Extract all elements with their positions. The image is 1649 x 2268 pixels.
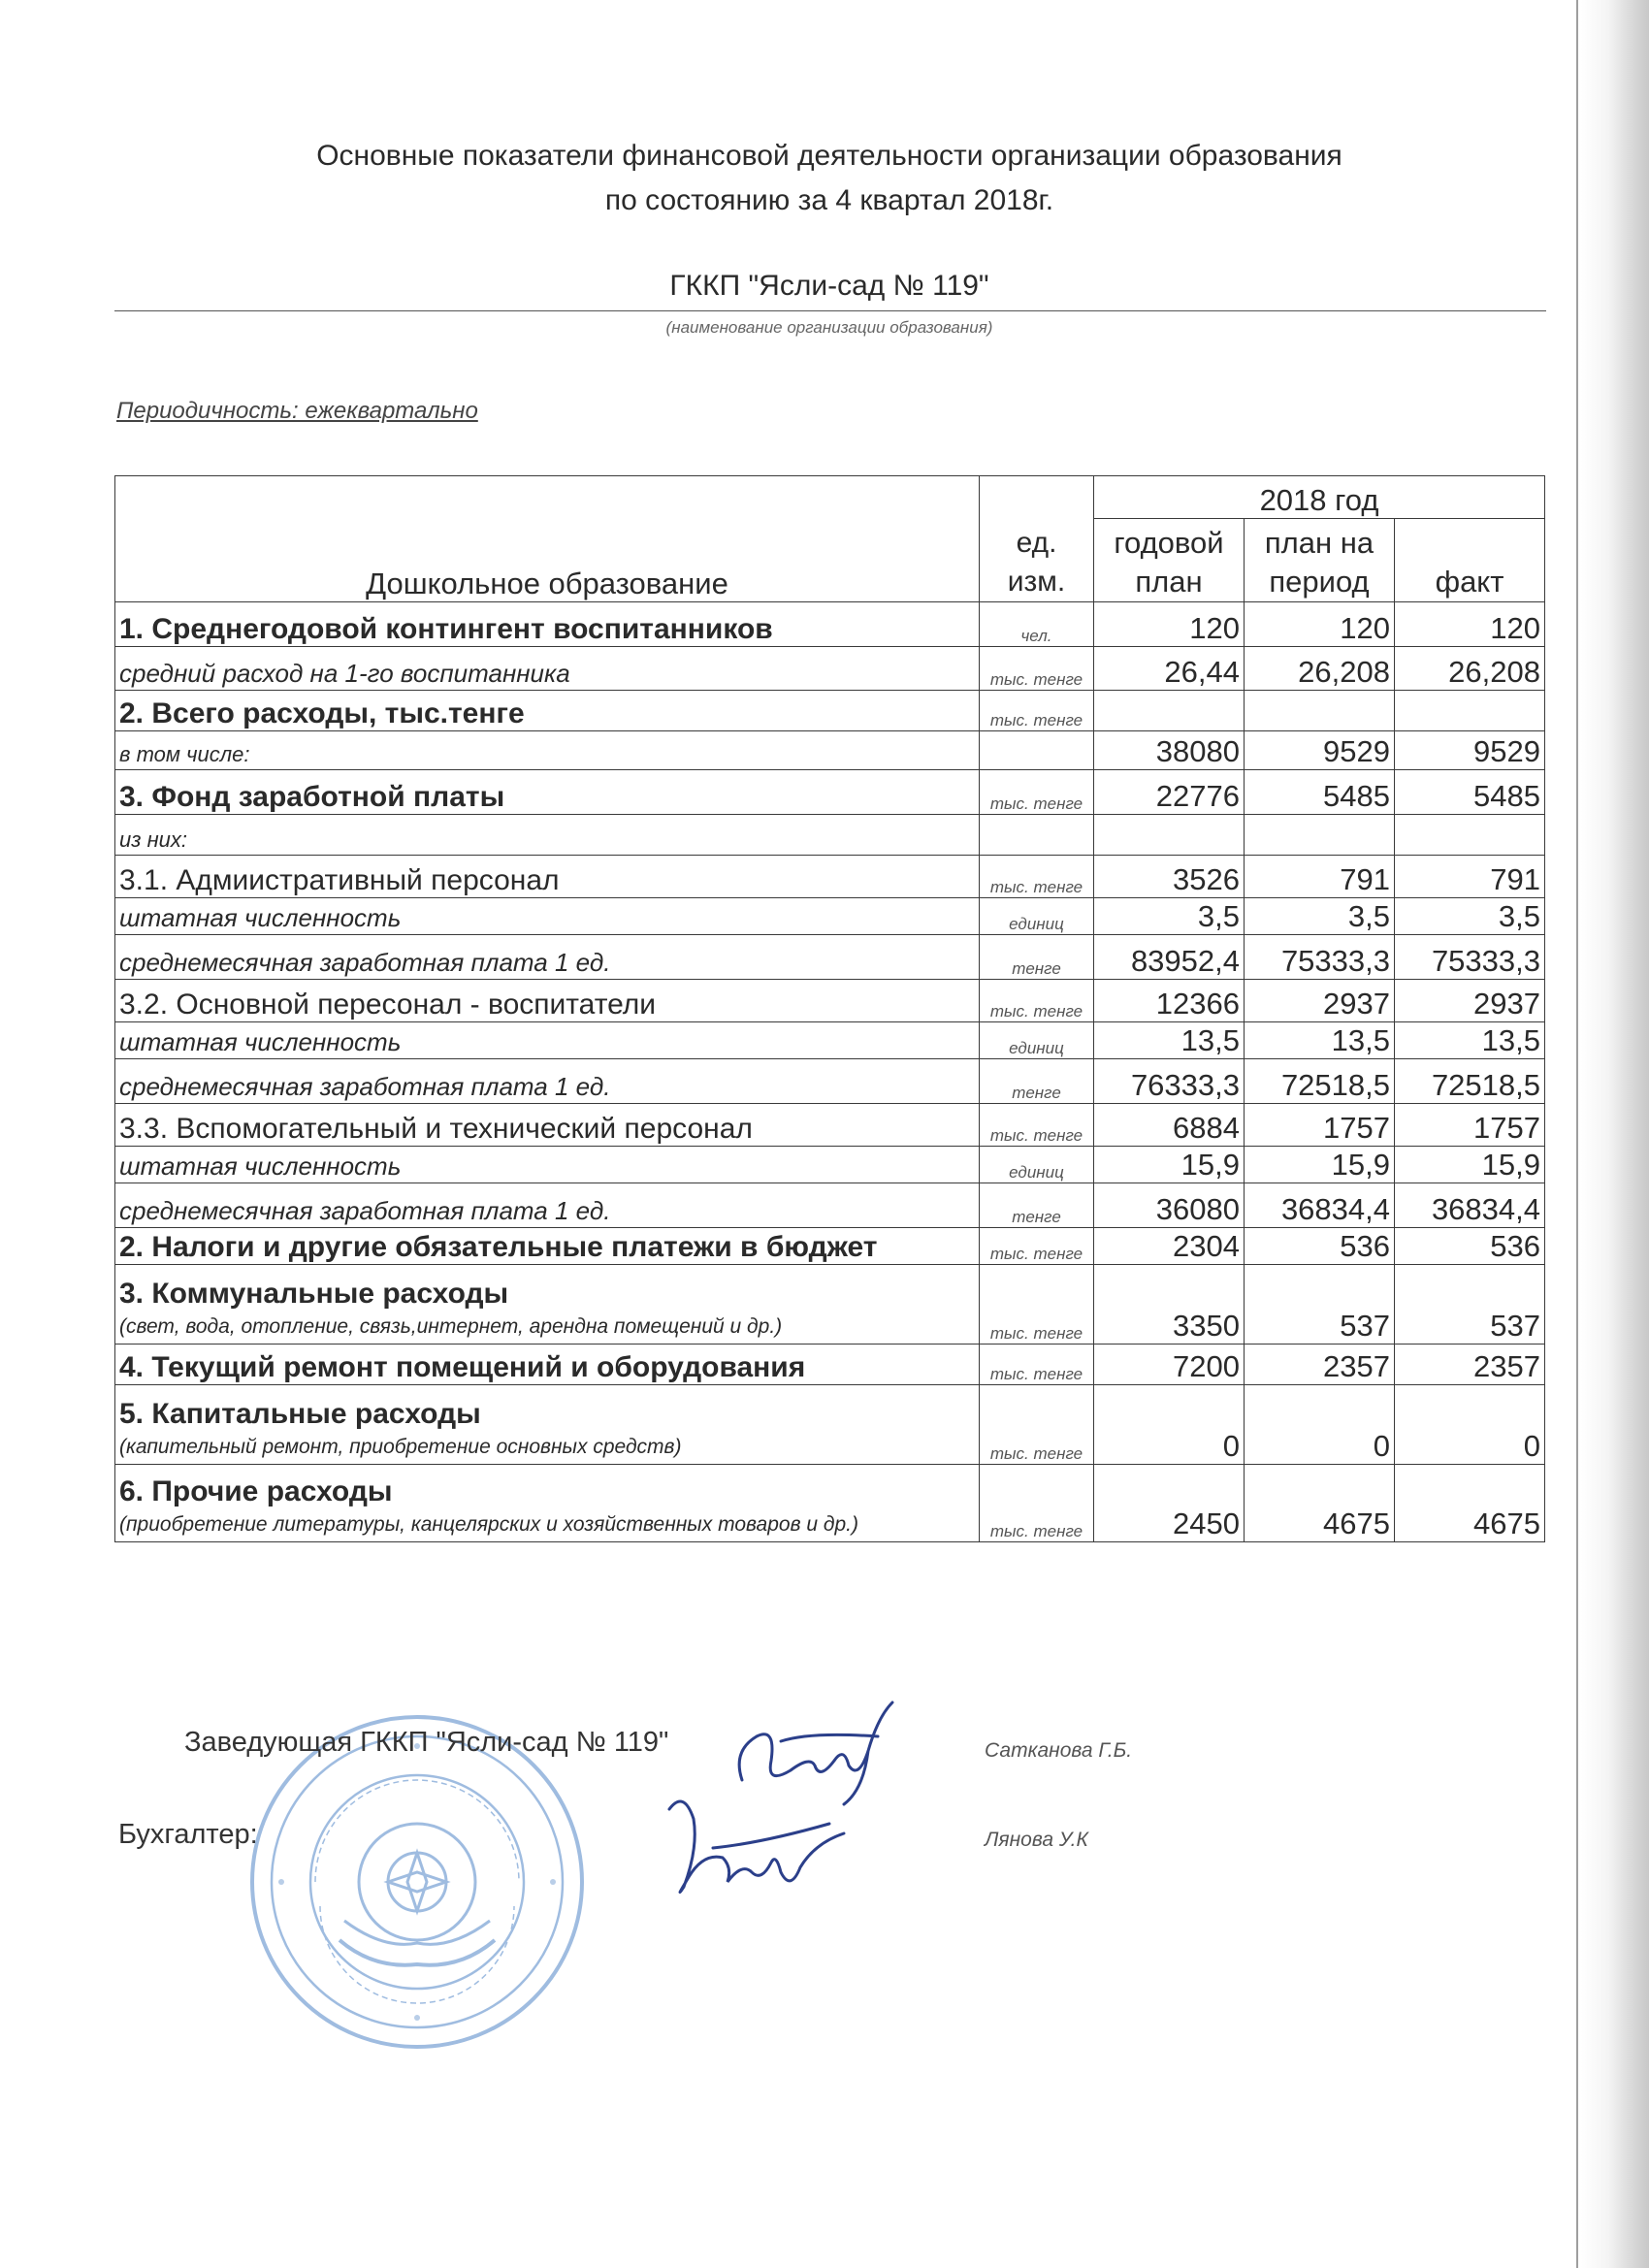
period-plan-value: 4675 (1245, 1465, 1395, 1542)
fact-value: 791 (1395, 856, 1545, 898)
period-plan-value: 2937 (1245, 980, 1395, 1022)
row-label: 3.1. Адмиистративный персонал (119, 864, 560, 896)
annual-plan-value: 36080 (1094, 1183, 1245, 1228)
row-label-cell (115, 1228, 980, 1265)
row-unit-cell: тенге (980, 935, 1094, 980)
annual-plan-value: 7200 (1094, 1345, 1245, 1385)
table-row (115, 1183, 1545, 1228)
row-label: 4. Текущий ремонт помещений и оборудования (119, 1351, 806, 1383)
period-plan-value: 36834,4 (1245, 1183, 1395, 1228)
annual-plan-value: 22776 (1094, 770, 1245, 815)
row-label: 6. Прочие расходы (119, 1475, 393, 1507)
annual-plan-value: 12366 (1094, 980, 1245, 1022)
accountant-signature-label: Бухгалтер: (118, 1819, 258, 1850)
header-unit-cell (980, 476, 1094, 602)
annual-plan-value: 2450 (1094, 1465, 1245, 1542)
row-label: среднемесячная заработная плата 1 ед. (119, 948, 611, 977)
annual-plan-value: 120 (1094, 602, 1245, 647)
head-name: Сатканова Г.Б. (985, 1739, 1133, 1762)
scan-edge-line (1576, 0, 1578, 2268)
row-unit-cell: тыс. тенге (980, 1265, 1094, 1345)
fact-value: 120 (1395, 602, 1545, 647)
document-title (116, 134, 1542, 223)
row-label: штатная численность (119, 1027, 402, 1056)
fact-value: 15,9 (1395, 1147, 1545, 1183)
row-label-cell (115, 1345, 980, 1385)
row-note: (приобретение литературы, канцелярских и хозяйственных товаров и др.) (119, 1513, 858, 1536)
title-line-2: по состоянию за 4 квартал 2018г. (604, 184, 1054, 216)
row-unit-cell: чел. (980, 602, 1094, 647)
period-plan-value: 2357 (1245, 1345, 1395, 1385)
table-row (115, 1022, 1545, 1059)
period-plan-value: 15,9 (1245, 1147, 1395, 1183)
fact-value: 13,5 (1395, 1022, 1545, 1059)
row-note: (капительный ремонт, приобретение основных средств) (119, 1436, 682, 1458)
period-plan-value: 75333,3 (1245, 935, 1395, 980)
row-label: 2. Всего расходы, тыс.тенге (119, 697, 525, 729)
period-plan-value: 0 (1245, 1385, 1395, 1465)
fact-value: 3,5 (1395, 898, 1545, 935)
row-unit-cell (980, 731, 1094, 770)
row-label-cell (115, 856, 980, 898)
fact-value: 36834,4 (1395, 1183, 1545, 1228)
table-row (115, 815, 1545, 856)
table-row (115, 1059, 1545, 1104)
row-label-cell (115, 1265, 980, 1345)
period-plan-value: 537 (1245, 1265, 1395, 1345)
header-annual-plan (1094, 519, 1245, 602)
row-label-cell (115, 1147, 980, 1183)
table-row (115, 898, 1545, 935)
header-col2-line1: план на (1264, 526, 1374, 560)
row-label: 2. Налоги и другие обязательные платежи в бюджет (119, 1231, 878, 1263)
header-col1-line2: план (1135, 565, 1203, 599)
annual-plan-value: 15,9 (1094, 1147, 1245, 1183)
row-label-cell (115, 731, 980, 770)
period-plan-value: 13,5 (1245, 1022, 1395, 1059)
title-line-1: Основные показатели финансовой деятельности организации образования (316, 140, 1342, 172)
period-plan-value: 536 (1245, 1228, 1395, 1265)
row-label-cell (115, 647, 980, 691)
organization-underline (114, 310, 1546, 311)
period-plan-value (1245, 815, 1395, 856)
row-unit-cell (980, 815, 1094, 856)
table-row (115, 1228, 1545, 1265)
annual-plan-value (1094, 815, 1245, 856)
row-unit-cell: единиц (980, 1022, 1094, 1059)
annual-plan-value: 38080 (1094, 731, 1245, 770)
annual-plan-value: 3,5 (1094, 898, 1245, 935)
fact-value (1395, 815, 1545, 856)
row-label-cell (115, 691, 980, 731)
row-label: среднемесячная заработная плата 1 ед. (119, 1072, 611, 1101)
row-label: 3. Коммунальные расходы (119, 1278, 509, 1310)
table-row (115, 1104, 1545, 1147)
annual-plan-value: 26,44 (1094, 647, 1245, 691)
fact-value: 4675 (1395, 1465, 1545, 1542)
scan-edge-shadow (1581, 0, 1649, 2268)
header-fact: факт (1395, 519, 1545, 602)
fact-value: 9529 (1395, 731, 1545, 770)
annual-plan-value: 2304 (1094, 1228, 1245, 1265)
row-label-cell (115, 1465, 980, 1542)
fact-value: 536 (1395, 1228, 1545, 1265)
fact-value: 75333,3 (1395, 935, 1545, 980)
row-label-cell (115, 770, 980, 815)
fact-value: 537 (1395, 1265, 1545, 1345)
annual-plan-value: 6884 (1094, 1104, 1245, 1147)
row-unit-cell: единиц (980, 898, 1094, 935)
header-unit-line2: изм. (1007, 566, 1066, 598)
row-unit-cell: тыс. тенге (980, 770, 1094, 815)
header-col1-line1: годовой (1114, 526, 1224, 560)
head-signature-label: Заведующая ГККП "Ясли-сад № 119" (184, 1727, 669, 1758)
annual-plan-value: 0 (1094, 1385, 1245, 1465)
fact-value: 2357 (1395, 1345, 1545, 1385)
period-plan-value: 1757 (1245, 1104, 1395, 1147)
accountant-handwritten-signature-icon (655, 1780, 858, 1911)
table-row (115, 1345, 1545, 1385)
table-row (115, 980, 1545, 1022)
table-row (115, 691, 1545, 731)
row-label-cell (115, 1059, 980, 1104)
table-row (115, 1385, 1545, 1465)
row-label: средний расход на 1-го воспитанника (119, 659, 570, 688)
row-label-cell (115, 935, 980, 980)
annual-plan-value: 83952,4 (1094, 935, 1245, 980)
row-label: среднемесячная заработная плата 1 ед. (119, 1196, 611, 1225)
row-label-cell (115, 815, 980, 856)
row-label: из них: (119, 827, 188, 852)
period-plan-value: 791 (1245, 856, 1395, 898)
financial-indicators-table (114, 475, 1545, 1542)
row-label-cell (115, 1104, 980, 1147)
header-col2-line2: период (1269, 565, 1370, 599)
row-unit-cell: тыс. тенге (980, 647, 1094, 691)
table-row (115, 602, 1545, 647)
row-unit-cell: тыс. тенге (980, 1228, 1094, 1265)
row-label-cell (115, 980, 980, 1022)
row-unit-cell: единиц (980, 1147, 1094, 1183)
accountant-name: Лянова У.К (985, 1829, 1088, 1851)
row-label: 3.2. Основной пересонал - воспитатели (119, 988, 657, 1021)
row-label: в том числе: (119, 742, 250, 766)
official-seal-stamp-icon (247, 1712, 587, 2052)
row-unit-cell: тыс. тенге (980, 980, 1094, 1022)
period-plan-value: 120 (1245, 602, 1395, 647)
annual-plan-value: 3350 (1094, 1265, 1245, 1345)
table-row (115, 647, 1545, 691)
row-label: 1. Среднегодовой контингент воспитанников (119, 613, 773, 645)
annual-plan-value: 13,5 (1094, 1022, 1245, 1059)
header-section-cell: Дошкольное образование (115, 476, 980, 602)
row-unit-cell: тыс. тенге (980, 1345, 1094, 1385)
row-unit-cell: тыс. тенге (980, 1104, 1094, 1147)
annual-plan-value: 76333,3 (1094, 1059, 1245, 1104)
row-label: 5. Капитальные расходы (119, 1398, 481, 1430)
row-label: 3. Фонд заработной платы (119, 781, 505, 813)
row-label-cell (115, 898, 980, 935)
period-plan-value: 26,208 (1245, 647, 1395, 691)
organization-name: ГККП "Ясли-сад № 119" (669, 270, 989, 302)
row-unit-cell: тенге (980, 1183, 1094, 1228)
organization-caption: (наименование организации образования) (665, 318, 993, 337)
fact-value: 1757 (1395, 1104, 1545, 1147)
row-unit-cell: тыс. тенге (980, 1465, 1094, 1542)
period-plan-value: 3,5 (1245, 898, 1395, 935)
periodicity-label: Периодичность: ежеквартально (116, 398, 478, 424)
row-label-cell (115, 1022, 980, 1059)
table-row (115, 1147, 1545, 1183)
header-unit-line1: ед. (1016, 527, 1057, 559)
header-period-plan (1245, 519, 1395, 602)
table-row (115, 1265, 1545, 1345)
annual-plan-value (1094, 691, 1245, 731)
table-row (115, 770, 1545, 815)
row-label-cell (115, 1385, 980, 1465)
table-row (115, 731, 1545, 770)
row-label: 3.3. Вспомогательный и технический персонал (119, 1113, 753, 1145)
fact-value: 0 (1395, 1385, 1545, 1465)
row-label: штатная численность (119, 903, 402, 932)
row-label: штатная численность (119, 1151, 402, 1181)
row-note: (свет, вода, отопление, связь,интернет, арендна помещений и др.) (119, 1315, 783, 1338)
row-unit-cell: тыс. тенге (980, 1385, 1094, 1465)
annual-plan-value: 3526 (1094, 856, 1245, 898)
period-plan-value: 5485 (1245, 770, 1395, 815)
fact-value (1395, 691, 1545, 731)
row-label-cell (115, 1183, 980, 1228)
fact-value: 72518,5 (1395, 1059, 1545, 1104)
table-row (115, 856, 1545, 898)
table-header-row-1 (115, 476, 1545, 519)
row-unit-cell: тыс. тенге (980, 856, 1094, 898)
period-plan-value: 72518,5 (1245, 1059, 1395, 1104)
table-row (115, 1465, 1545, 1542)
period-plan-value: 9529 (1245, 731, 1395, 770)
fact-value: 5485 (1395, 770, 1545, 815)
row-label-cell (115, 602, 980, 647)
fact-value: 2937 (1395, 980, 1545, 1022)
table-row (115, 935, 1545, 980)
row-unit-cell: тенге (980, 1059, 1094, 1104)
fact-value: 26,208 (1395, 647, 1545, 691)
header-year-cell: 2018 год (1094, 476, 1545, 519)
row-unit-cell: тыс. тенге (980, 691, 1094, 731)
period-plan-value (1245, 691, 1395, 731)
